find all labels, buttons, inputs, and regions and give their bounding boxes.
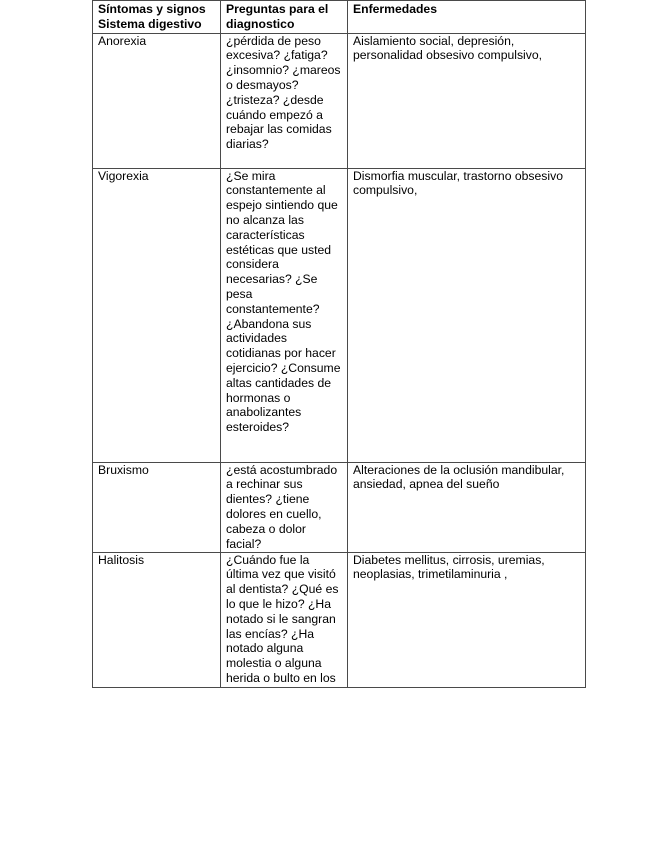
symptoms-table (92, 0, 586, 688)
header-preguntas (221, 1, 348, 34)
cell-sintoma: Bruxismo (93, 462, 221, 552)
header-preguntas-line1: Preguntas para el (226, 2, 329, 16)
cell-preguntas: ¿está acostumbrado a rechinar sus dientes? ¿tiene dolores en cuello, cabeza o dolor facial? (221, 462, 348, 552)
cell-sintoma: Halitosis (93, 552, 221, 687)
cell-enfermedades: Aislamiento social, depresión, personalidad obsesivo compulsivo, (348, 33, 586, 168)
header-enfermedades-line1: Enfermedades (353, 2, 437, 16)
cell-enfermedades: Dismorfia muscular, trastorno obsesivo compulsivo, (348, 168, 586, 462)
table-row (93, 552, 586, 687)
header-preguntas-line2: diagnostico (226, 16, 295, 31)
cell-enfermedades: Alteraciones de la oclusión mandibular, ansiedad, apnea del sueño (348, 462, 586, 552)
header-sintomas (93, 1, 221, 34)
cell-sintoma: Vigorexia (93, 168, 221, 462)
table-row (93, 33, 586, 168)
cell-sintoma: Anorexia (93, 33, 221, 168)
cell-enfermedades: Diabetes mellitus, cirrosis, uremias, neoplasias, trimetilaminuria , (348, 552, 586, 687)
cell-preguntas: ¿pérdida de peso excesiva? ¿fatiga? ¿insomnio? ¿mareos o desmayos? ¿tristeza? ¿desde cuándo empezó a rebajar las comidas diarias? (221, 33, 348, 168)
table-row (93, 168, 586, 462)
cell-preguntas: ¿Se mira constantemente al espejo sintiendo que no alcanza las características estéticas que usted considera necesarias? ¿Se pesa constantemente? ¿Abandona sus actividades cotidianas por hacer ejercicio? ¿Consume altas cantidades de hormonas o anabolizantes esteroides? (221, 168, 348, 462)
table-row (93, 462, 586, 552)
header-sintomas-line2: Sistema digestivo (98, 16, 202, 31)
cell-preguntas: ¿Cuándo fue la última vez que visitó al dentista? ¿Qué es lo que le hizo? ¿Ha notado si le sangran las encías? ¿Ha notado alguna molestia o alguna herida o bulto en los (221, 552, 348, 687)
header-enfermedades (348, 1, 586, 34)
table-header-row (93, 1, 586, 34)
header-sintomas-line1: Síntomas y signos (98, 2, 206, 16)
